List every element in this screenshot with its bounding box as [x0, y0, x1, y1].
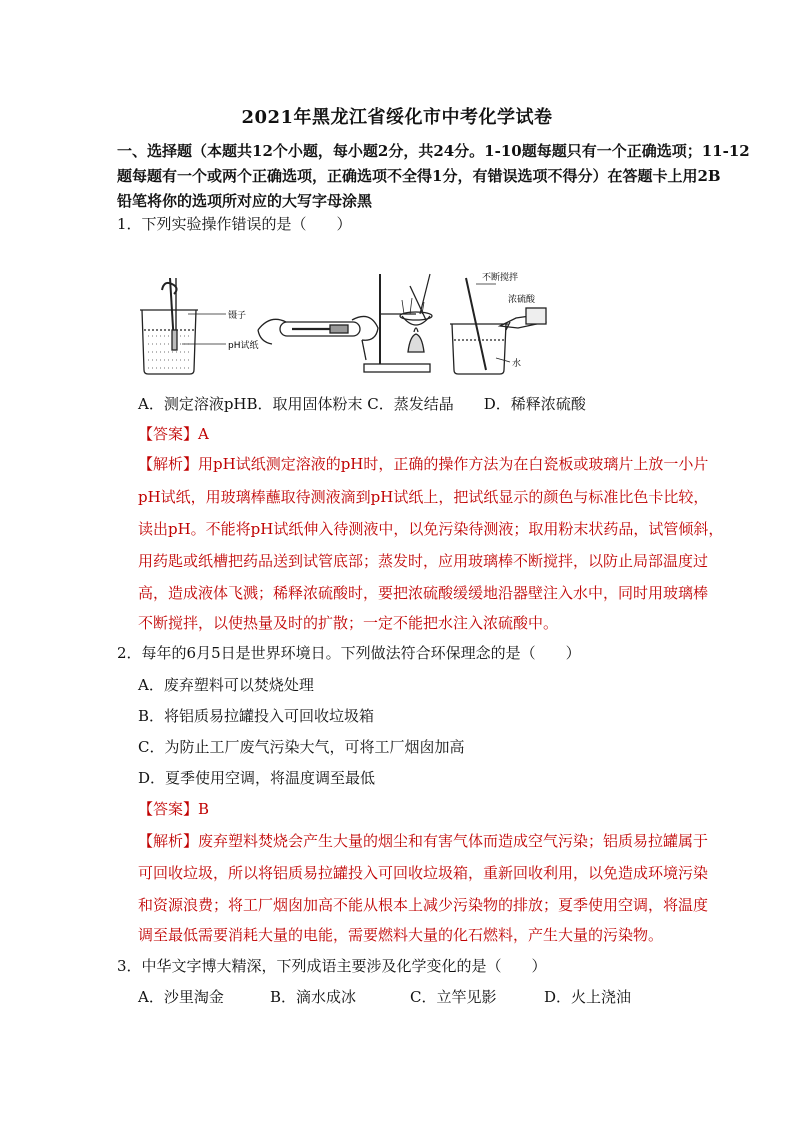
q2-analysis-line-1 — [138, 830, 708, 852]
q2-answer-value: B — [198, 800, 210, 818]
label-water: 水 — [512, 359, 522, 369]
q1-answer-tag: 【答案】 — [138, 425, 199, 443]
q1-figure — [130, 270, 570, 380]
q1-analysis-line-5: 高，造成液体飞溅；稀释浓硫酸时，要把浓硫酸缓缓地沿器壁注入水中，同时用玻璃棒 — [138, 584, 709, 602]
q2-analysis-line-3: 和资源浪费；将工厂烟囱加高不能从根本上减少污染物的排放；夏季使用空调，将温度 — [138, 896, 709, 914]
section-heading-line-1: 一、选择题（本题共12个小题，每小题2分，共24分。1-10题每题只有一个正确选项；11-12 — [117, 142, 750, 160]
q1-analysis-line-4: 用药匙或纸槽把药品送到试管底部；蒸发时，应用玻璃棒不断搅拌，以防止局部温度过 — [138, 552, 709, 570]
q2-option-c: C．为防止工厂废气污染大气，可将工厂烟囱加高 — [138, 738, 465, 756]
q1-analysis-line-2: pH试纸，用玻璃棒蘸取待测液滴到pH试纸上，把试纸显示的颜色与标准比色卡比较， — [138, 488, 709, 506]
q2-answer-tag: 【答案】 — [138, 800, 199, 818]
section-heading-line-3: 铅笔将你的选项所对应的大写字母涂黑 — [117, 192, 373, 210]
q1-analysis-line-1 — [138, 453, 708, 475]
q1-options: A．测定溶液pHB．取用固体粉末 C．蒸发结晶 D．稀释浓硫酸 — [138, 395, 586, 413]
q2-analysis-tag: 【解析】 — [138, 832, 199, 850]
q1-answer-value: A — [198, 425, 209, 443]
q3-option-c: C．立竿见影 — [410, 988, 497, 1006]
q3-option-a: A．沙里淘金 — [138, 988, 224, 1006]
q1-analysis-line-6: 不断搅拌，以使热量及时的扩散；一定不能把水注入浓硫酸中。 — [138, 614, 559, 632]
figure-d-dilution — [450, 278, 546, 374]
q1-analysis-tag: 【解析】 — [138, 455, 199, 473]
q1-analysis-text-1: 用pH试纸测定溶液的pH时，正确的操作方法为在白瓷板或玻璃片上放一小片 — [198, 455, 709, 473]
q2-analysis-line-2: 可回收垃圾，所以将铝质易拉罐投入可回收垃圾箱，重新回收利用，以免造成环境污染 — [138, 864, 709, 882]
q1-stem: 1．下列实验操作错误的是（ ） — [117, 215, 352, 233]
q2-analysis-line-4: 调至最低需要消耗大量的电能，需要燃料大量的化石燃料，产生大量的污染物。 — [138, 926, 664, 944]
q3-stem: 3．中华文字博大精深，下列成语主要涉及化学变化的是（ ） — [117, 957, 547, 975]
q3-options — [138, 986, 631, 1008]
q1-answer — [138, 423, 209, 445]
label-ph-paper: pH试纸 — [228, 341, 259, 351]
q2-analysis-text-1: 废弃塑料焚烧会产生大量的烟尘和有害气体而造成空气污染；铝质易拉罐属于 — [198, 832, 709, 850]
label-stir: 不断搅拌 — [482, 273, 519, 283]
q2-stem: 2．每年的6月5日是世界环境日。下列做法符合环保理念的是（ ） — [117, 644, 581, 662]
q2-option-a: A．废弃塑料可以焚烧处理 — [138, 676, 314, 694]
label-acid: 浓硫酸 — [508, 295, 536, 305]
q3-option-d: D．火上浇油 — [544, 988, 632, 1006]
figure-b-powder — [258, 316, 378, 360]
q2-answer — [138, 798, 209, 820]
q2-option-b: B．将铝质易拉罐投入可回收垃圾箱 — [138, 707, 375, 725]
page-title: 2021年黑龙江省绥化市中考化学试卷 — [241, 107, 553, 128]
q2-option-d: D．夏季使用空调，将温度调至最低 — [138, 769, 376, 787]
figure-a-ph-test — [140, 278, 226, 374]
q3-option-b: B．滴水成冰 — [270, 988, 357, 1006]
label-tweezers: 镊子 — [228, 311, 247, 321]
section-heading-line-2: 题每题有一个或两个正确选项，正确选项不全得1分，有错误选项不得分）在答题卡上用2B — [117, 167, 721, 185]
q1-analysis-line-3: 读出pH。不能将pH试纸伸入待测液中，以免污染待测液；取用粉末状药品，试管倾斜， — [138, 520, 724, 538]
figure-c-evaporation — [364, 274, 432, 372]
